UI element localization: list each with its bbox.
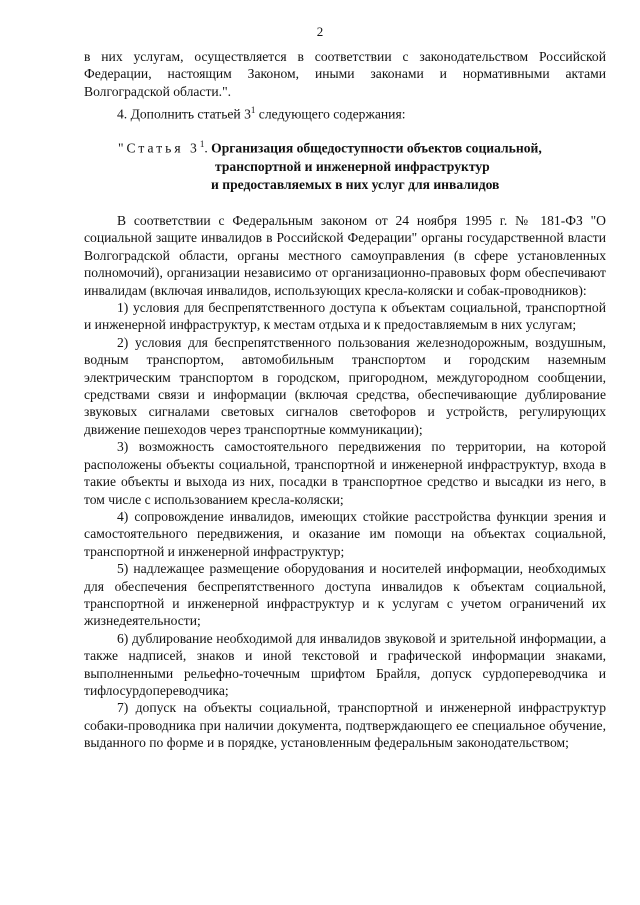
- item-2-paragraph: 2) условия для беспрепятственного пользования железнодорожным, воздушным, водным транспортом, автомобильным транспортом и городским наземным электрическим транспортом в городском, пригородном, междугородном сообщении, средствами связи и информации (включая средства, обеспечивающие дублирование звуковых сигналами световых сигналов светофоров и устройств, регулирующих движение пешеходов через транспортные коммуникации);: [84, 334, 606, 437]
- intro-block: [84, 48, 606, 123]
- page-number: 2: [316, 24, 324, 39]
- item-4-suffix: следующего содержания:: [255, 106, 406, 122]
- item-4-prefix: 4. Дополнить статьей 3: [117, 106, 251, 122]
- item-1-paragraph: 1) условия для беспрепятственного доступа к объектам социальной, транспортной и инженерной инфраструктур, к местам отдыха и к предоставляемым в них услугам;: [84, 300, 606, 333]
- item-6-paragraph: 6) дублирование необходимой для инвалидов звуковой и зрительной информации, а также надписей, знаков и иной текстовой и графической информации знаками, выполненными рельефно-точечным шрифтом Брайля, допуск сурдопереводчика и тифлосурдопереводчика;: [84, 630, 606, 698]
- article-title-line-2: транспортной и инженерной инфраструктур: [215, 158, 490, 174]
- item-7-paragraph: 7) допуск на объекты социальной, транспортной и инженерной инфраструктур собаки-проводника при наличии документа, подтверждающего ее специальное обучение, выданного по форме и в порядке, установленным федеральным законодательством;: [84, 700, 606, 751]
- item-4-paragraph-body: 4) сопровождение инвалидов, имеющих стойкие расстройства функции зрения и самостоятельного передвижения, и оказание им помощи на объектах социальной, транспортной и инженерной инфраструктур;: [84, 508, 606, 559]
- item-5-paragraph: 5) надлежащее размещение оборудования и носителей информации, необходимых для обеспечения беспрепятственного доступа инвалидов к объектам социальной, транспортной и инженерной инфраструктур и к услугам с учетом ограничений их жизнедеятельности;: [84, 561, 606, 629]
- article-title-line-3: и предоставляемых в них услуг для инвалидов: [211, 176, 500, 192]
- article-label: "Статья 3: [118, 140, 200, 156]
- item-3-paragraph: 3) возможность самостоятельного передвижения по территории, на которой расположены объекты социальной, транспортной и инженерной инфраструктур, входа в такие объекты и выхода из них, посадки в транспортное средство и высадки из него, в том числе с использованием кресла-коляски;: [84, 439, 606, 507]
- article-heading: [118, 135, 608, 194]
- item-4-sup: 1: [250, 105, 256, 116]
- intro-paragraph: в них услугам, осуществляется в соответствии с законодательством Российской Федерации, настоящим Законом, иными законами и нормативными актами Волгоградской области.".: [84, 49, 606, 99]
- article-dot: .: [204, 140, 212, 156]
- article-title-line-1: Организация общедоступности объектов социальной,: [211, 140, 542, 156]
- article-sup: 1: [199, 139, 205, 149]
- article-body: [84, 212, 606, 752]
- preamble-paragraph: В соответствии с Федеральным законом от 24 ноября 1995 г. № 181-ФЗ "О социальной защите инвалидов в Российской Федерации" органы государственной власти Волгоградской области, органы местного самоуправления (в сфере установленных полномочий), организации независимо от организационно-правовых форм обеспечивают инвалидам (включая инвалидов, использующих кресла-коляски и собак-проводников):: [84, 213, 606, 298]
- item-4-paragraph: [84, 102, 606, 123]
